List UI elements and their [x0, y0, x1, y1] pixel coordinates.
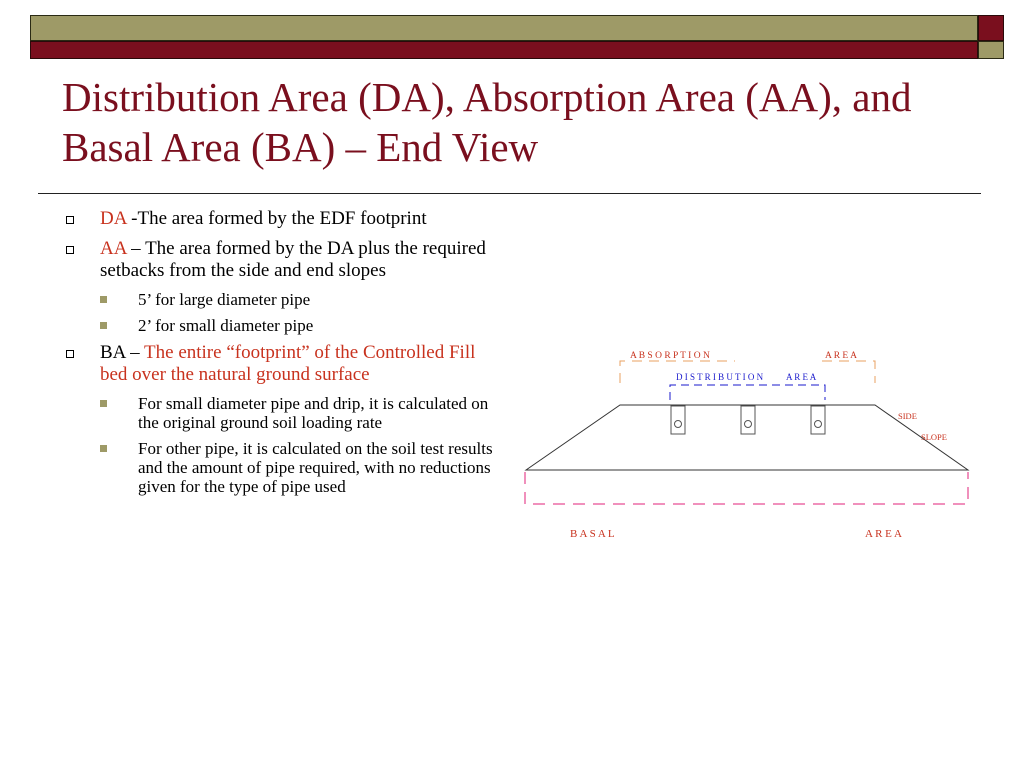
sub-bullet-aa-2: [62, 316, 502, 335]
bullet-aa: [62, 238, 502, 282]
term-ba: BA: [100, 342, 126, 363]
sub-bullet-text: 5’ for large diameter pipe: [138, 290, 311, 309]
pipe-1-hole: [675, 421, 682, 428]
hollow-square-bullet-icon: [66, 246, 74, 254]
side-label: SIDE: [898, 411, 917, 421]
pipe-3-hole: [815, 421, 822, 428]
def-aa: – The area formed by the DA plus the required setbacks from the side and end slopes: [100, 238, 486, 281]
sep-ba: –: [125, 342, 145, 363]
basal-label: B A S A L: [570, 528, 615, 540]
header-square-maroon: [978, 15, 1004, 41]
term-da: DA: [100, 208, 127, 229]
slide-title: Distribution Area (DA), Absorption Area (AA), and Basal Area (BA) – End View: [62, 74, 912, 170]
basal-area-label: A R E A: [865, 528, 902, 540]
sub-bullet-ba-1: [62, 394, 502, 432]
distribution-label: D I S T R I B U T I O N: [676, 372, 764, 382]
sub-bullet-aa-1: [62, 290, 502, 309]
filled-square-bullet-icon: [100, 296, 107, 303]
title-divider: [38, 193, 981, 194]
header-bar-olive: [30, 15, 978, 41]
absorption-label: A B S O R P T I O N: [630, 351, 710, 361]
def-da: -The area formed by the EDF footprint: [126, 208, 427, 229]
basal-area-bracket: [525, 472, 968, 504]
distribution-area-label: A R E A: [786, 372, 817, 382]
header-bar-maroon: [30, 41, 978, 59]
def-ba: The entire “footprint” of the Controlled Fill bed over the natural ground surface: [100, 342, 476, 385]
term-aa: AA: [100, 238, 127, 259]
sub-bullet-text: 2’ for small diameter pipe: [138, 316, 314, 335]
sub-bullet-ba-2: [62, 439, 502, 496]
absorption-area-label: A R E A: [825, 351, 857, 361]
bullet-da: [62, 208, 502, 230]
end-view-diagram: [520, 345, 980, 550]
bullet-list: [62, 208, 502, 503]
slope-label: SLOPE: [921, 432, 947, 442]
hollow-square-bullet-icon: [66, 350, 74, 358]
hollow-square-bullet-icon: [66, 216, 74, 224]
distribution-area-bracket: [670, 385, 825, 400]
sub-bullet-text: For other pipe, it is calculated on the soil test results and the amount of pipe required, with no reductions given for the type of pipe used: [138, 439, 493, 496]
filled-square-bullet-icon: [100, 445, 107, 452]
sub-bullet-text: For small diameter pipe and drip, it is calculated on the original ground soil loading rate: [138, 394, 489, 432]
pipe-group: [671, 406, 825, 434]
header-square-olive: [978, 41, 1004, 59]
filled-square-bullet-icon: [100, 322, 107, 329]
pipe-2-hole: [745, 421, 752, 428]
filled-square-bullet-icon: [100, 400, 107, 407]
bullet-ba: [62, 342, 502, 386]
